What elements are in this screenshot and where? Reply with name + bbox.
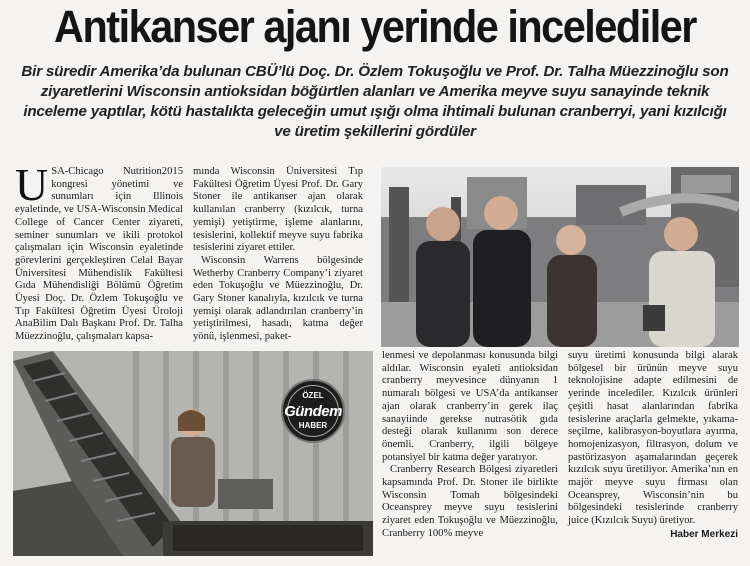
group-photo-image	[381, 167, 739, 347]
paragraph: lenmesi ve depolanması konusunda bilgi aldılar. Wisconsin eyaleti antioksidan cranberry meyvesince dünyanın 1 numaralı bölgesi ve USA’da antikanser ajan olarak cranberry’in gerek ilaç sanayiinde gerekse nutrasötik gıda desteği olarak kullanımı son derece önemli. Cranberry, ilgili bölgeye potansiyel bir katma değer yaratıyor.	[382, 350, 558, 463]
gundem-badge	[281, 379, 345, 443]
paragraph-text: SA-Chicago Nutrition2015 kongresi yönetimi ve sunumları için Illinois eyaletinde, ve USA-Wisconsin Medical College of Cancer Center ziyareti, seminer sunumları ve ikili protokol çalışmaları için Wisconsin eyaletinde görevlerini gerçekleştiren Celal Bayar Üniversitesi Mühendislik Fakültesi Gıda Mühendisliği Bölümü Öğretim Üyesi Doç. Dr. Özlem Tokuşoğlu ve Tıp Fakültesi Öğretim Üyesi Üroloji AnaBilim Dalı Başkanı Prof. Dr. Talha Müezzinoğlu, çalışmaları kapsa-	[15, 166, 183, 343]
badge-title: Gündem	[284, 403, 342, 420]
article-column-3	[382, 350, 558, 541]
lead-paragraph: Bir süredir Amerika’da bulunan CBÜ’lü Doç. Dr. Özlem Tokuşoğlu ve Prof. Dr. Talha Müezzinoğlu son ziyaretlerini Wisconsin antioksidan böğürtlen alanları ve Amerika meyve suyu sanayinde teknik inceleme yaptılar, kötü hastalıkta geleceğin umut ışığı olma ihtimali bulunan cranberryi, yani kızılcığı ve üretim şekillerini gördüler	[21, 63, 729, 140]
group-photo	[381, 167, 739, 347]
paragraph: suyu üretimi konusunda bilgi alarak bölgesel bir ürünün meyve suyu teknolojisine adapte edilmesini de yerinde incelediler. Kızılcık ürünleri çeşitli hasat alanlarından fabrika tesislerine araçlarla gelmekte, yıkama-seçilme, kalibrasyon-boyutlara ayırma, homojenizasyon, filtrasyon, dolum ve pastörizasyon aşamalarından geçerek kızılcık suyu üretiliyor. Amerika’nın en majör meyve suyu firması olan Oceansprey, Wisconsin’nin bu bölgesindeki tesislerinde cranberry juice (Kızılcık Suyu) üretiyor.	[568, 350, 738, 527]
badge-top-text: ÖZEL	[302, 391, 324, 400]
drop-cap: U	[15, 159, 49, 210]
article-column-4	[568, 350, 738, 542]
paragraph: Wisconsin Warrens bölgesinde Wetherby Cranberry Company’i ziyaret eden Tokuşoğlu ve Müezzinoğlu, Dr. Gary Stoner kanalıyla, kızılcık ve turna yemişi olarak adlandırılan cranberry’in yetiştirilmesi, hasadı, katma değer yönü, işlenmesi, paket-	[193, 254, 363, 343]
paragraph: Cranberry Research Bölgesi ziyaretleri kapsamında Prof. Dr. Stoner ile birlikte Wisconsin Tomah bölgesindeki Oceansprey meyve suyu tesislerini ziyaret eden Tokuşoğlu ve Müezzinoğlu, Cranberry 100% meyve	[382, 464, 558, 539]
article-column-1	[15, 159, 183, 344]
paragraph: mında Wisconsin Üniversitesi Tıp Fakültesi Öğretim Üyesi Prof. Dr. Gary Stoner ile antikanser ajan olarak kullanılan cranberry (kızılcık, turna yemişi) yetiştirme, işleme alanlarını, tesislerini, kollektif meyve suyu fabrika tesislerini ziyaret ettiler.	[193, 166, 363, 254]
headline: Antikanser ajanı yerinde incelediler	[54, 1, 696, 52]
byline: Haber Merkezi	[670, 528, 738, 540]
paragraph	[15, 159, 183, 344]
article-column-2	[193, 166, 363, 344]
badge-bottom-text: HABER	[298, 421, 328, 430]
